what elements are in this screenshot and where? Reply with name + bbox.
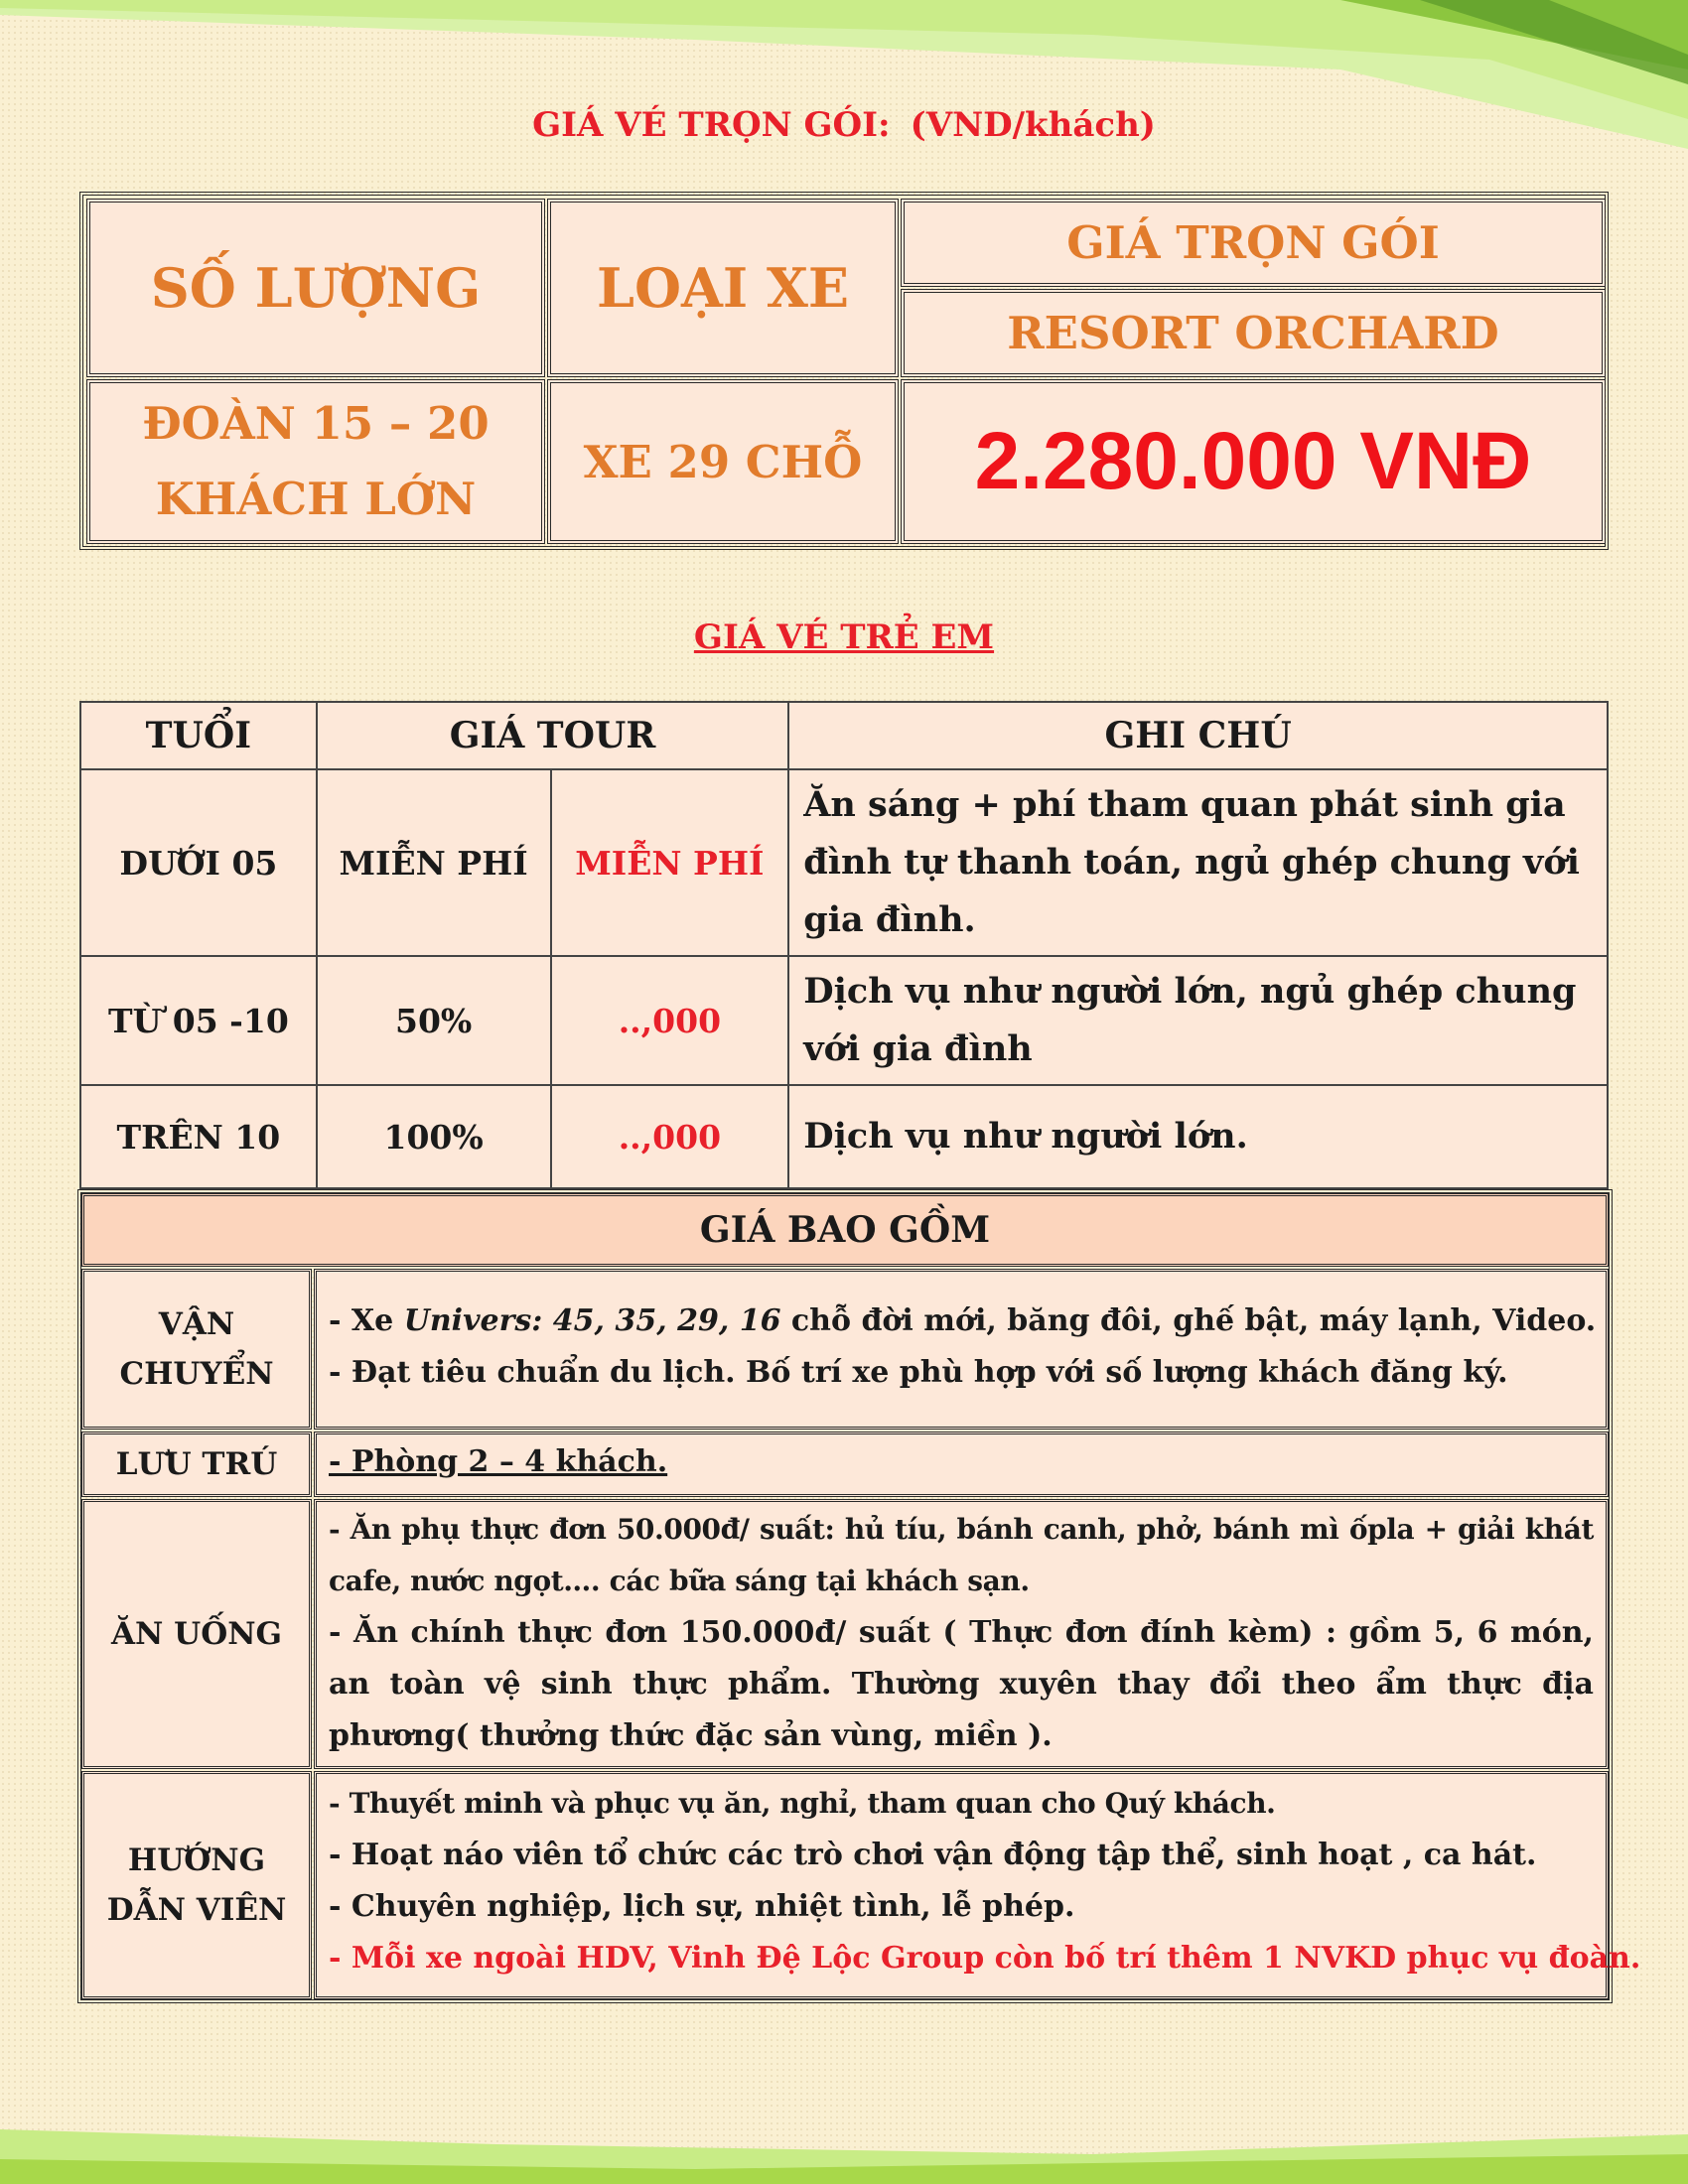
- vehicle-type-cell: XE 29 CHỖ: [547, 379, 899, 544]
- children-table-header: [80, 702, 1608, 769]
- note-cell: Dịch vụ như người lớn, ngủ ghép chung với gia đình: [788, 956, 1608, 1085]
- children-price-table: [79, 701, 1609, 1189]
- note-header: GHI CHÚ: [788, 702, 1608, 769]
- resort-name-header: RESORT ORCHARD: [901, 289, 1606, 377]
- vehicle-header: LOẠI XE: [547, 199, 899, 377]
- transport-details: [314, 1269, 1609, 1430]
- guide-line-1: - Thuyết minh và phục vụ ăn, nghỉ, tham quan cho Quý khách.: [329, 1787, 1276, 1820]
- percent-cell: 50%: [317, 956, 551, 1085]
- package-price-heading: [0, 105, 1688, 145]
- group-size-line2: KHÁCH LỚN: [155, 473, 477, 525]
- guide-line-4: - Mỗi xe ngoài HDV, Vinh Đệ Lộc Group còn bố trí thêm 1 NVKD phục vụ đoàn.: [329, 1941, 1641, 1976]
- food-details: [314, 1499, 1609, 1769]
- amount-cell: ..,000: [551, 956, 789, 1085]
- amount-cell: ..,000: [551, 1085, 789, 1188]
- lodging-line-1: - Phòng 2 – 4 khách.: [329, 1444, 668, 1479]
- package-price-label: GIÁ VÉ TRỌN GÓI:: [532, 105, 891, 145]
- age-cell: TỪ 05 -10: [80, 956, 317, 1085]
- note-cell: Dịch vụ như người lớn.: [788, 1085, 1608, 1188]
- included-services-table: [77, 1189, 1641, 2003]
- lodging-details: [314, 1432, 1609, 1497]
- table-row: [80, 956, 1608, 1085]
- transport-label: VẬN CHUYỂN: [81, 1269, 312, 1430]
- tour-price-header: GIÁ TOUR: [317, 702, 789, 769]
- guide-label: HƯỚNG DẪN VIÊN: [81, 1771, 312, 1999]
- package-price-value: 2.280.000 VNĐ: [901, 379, 1606, 544]
- age-header: TUỔI: [80, 702, 317, 769]
- included-title: GIÁ BAO GỒM: [81, 1193, 1609, 1267]
- lodging-label: LƯU TRÚ: [81, 1432, 312, 1497]
- age-cell: TRÊN 10: [80, 1085, 317, 1188]
- food-item-1: - Ăn phụ thực đơn 50.000đ/ suất: hủ tíu, bánh canh, phở, bánh mì ốpla + giải khát cafe, nước ngọt…. các bữa sáng tại khách sạn.: [329, 1513, 1594, 1597]
- package-price-unit: (VND/khách): [910, 105, 1156, 145]
- group-size-cell: [86, 379, 545, 544]
- percent-cell: 100%: [317, 1085, 551, 1188]
- age-cell: DƯỚI 05: [80, 769, 317, 956]
- note-cell: Ăn sáng + phí tham quan phát sinh gia đình tự thanh toán, ngủ ghép chung với gia đình.: [788, 769, 1608, 956]
- package-price-table: [79, 192, 1609, 550]
- children-price-heading: GIÁ VÉ TRẺ EM: [693, 617, 995, 657]
- guide-line-3: - Chuyên nghiệp, lịch sự, nhiệt tình, lễ phép.: [329, 1889, 1075, 1924]
- table-row: [80, 1085, 1608, 1188]
- group-size-line1: ĐOÀN 15 – 20: [142, 397, 490, 450]
- quantity-header: SỐ LƯỢNG: [86, 199, 545, 377]
- table-row: [80, 769, 1608, 956]
- transport-line-1: - Xe Univers: 45, 35, 29, 16 chỗ đời mới, băng đôi, ghế bật, máy lạnh, Video.: [329, 1303, 1597, 1338]
- package-price-header: GIÁ TRỌN GÓI: [901, 199, 1606, 287]
- guide-line-2: - Hoạt náo viên tổ chức các trò chơi vận động tập thể, sinh hoạt , ca hát.: [329, 1838, 1537, 1872]
- guide-details: [314, 1771, 1641, 1999]
- food-item-2: - Ăn chính thực đơn 150.000đ/ suất ( Thực đơn đính kèm) : gồm 5, 6 món, an toàn vệ sinh thực phẩm. Thường xuyên thay đổi theo ẩm thực địa phương( thưởng thức đặc sản vùng, miền ).: [329, 1615, 1594, 1753]
- amount-cell: MIỄN PHÍ: [551, 769, 789, 956]
- transport-line-2: - Đạt tiêu chuẩn du lịch. Bố trí xe phù hợp với số lượng khách đăng ký.: [329, 1355, 1508, 1390]
- percent-cell: MIỄN PHÍ: [317, 769, 551, 956]
- food-label: ĂN UỐNG: [81, 1499, 312, 1769]
